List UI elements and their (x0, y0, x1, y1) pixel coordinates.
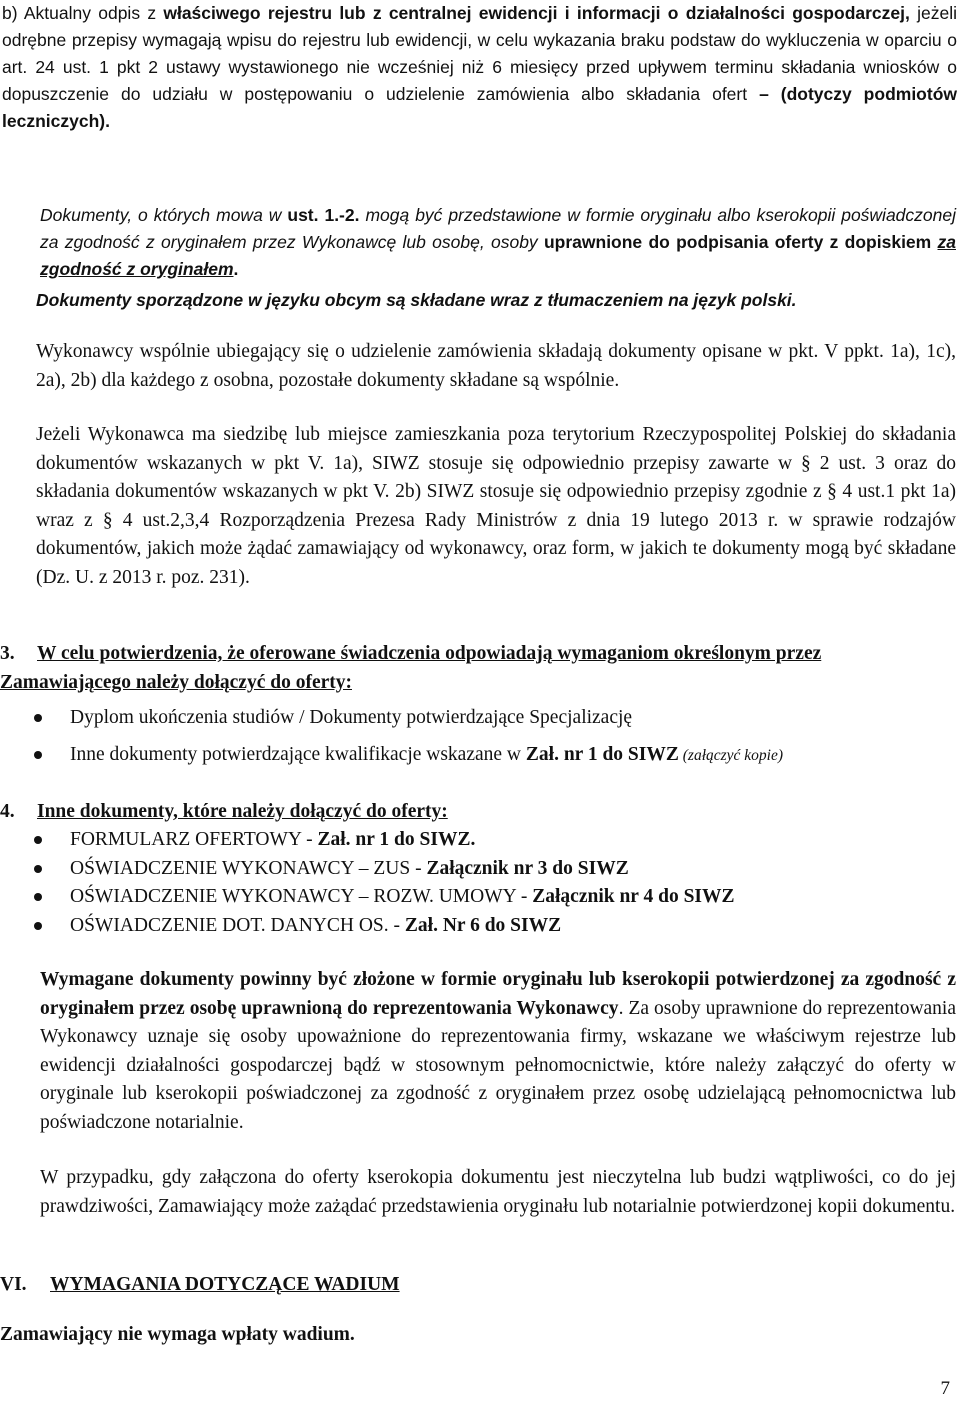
paragraph-joint-contractors: Wykonawcy wspólnie ubiegający się o udzielenie zamówienia składają dokumenty opisane w pkt. V ppkt. 1a), 1c), 2a), 2b) dla każdego z osobna, pozostałe dokumenty składane są wspólnie. (36, 341, 956, 391)
register-scope-note: – (dotyczy podmiotów leczniczych). (2, 84, 957, 131)
list-item-text: Dyplom ukończenia studiów / Dokumenty potwierdzające Specjalizację (70, 707, 633, 728)
list-item-bold: Załącznik nr 4 do SIWZ (532, 886, 735, 907)
page-number: 7 (940, 1378, 950, 1399)
list-item (32, 704, 952, 733)
register-emphasis: właściwego rejestru lub z centralnej ewidencji i informacji o działalności gospodarczej, (163, 3, 910, 23)
item-prefix: b) Aktualny odpis z (2, 3, 164, 23)
copies-annotation: za zgodność z oryginałem (40, 232, 956, 279)
section-3-number: 3. (0, 643, 15, 664)
paragraph-wadium: Zamawiający nie wymaga wpłaty wadium. (0, 1324, 355, 1345)
required-docs-emphasis: Wymagane dokumenty powinny być złożone w formie oryginału lub kserokopii potwierdzonej za zgodność z oryginałem przez osobę uprawnioną do reprezentowania Wykonawcy (40, 969, 956, 1019)
list-item-bold: Załącznik nr 3 do SIWZ (426, 857, 629, 879)
list-item (32, 912, 952, 941)
list-item-text: OŚWIADCZENIE DOT. DANYCH OS. - (70, 914, 405, 936)
list-item (32, 855, 952, 884)
list-item-text: FORMULARZ OFERTOWY - (70, 829, 318, 850)
section-vi-number: VI. (0, 1274, 27, 1295)
section-4-list (32, 826, 952, 940)
section-4-number: 4. (0, 801, 15, 822)
list-item-bold: Zał. nr 1 do SIWZ. (317, 829, 476, 850)
copies-end: . (233, 259, 239, 279)
list-item (32, 741, 952, 771)
section-vi-heading (0, 1271, 956, 1300)
list-item-bold: Zał. nr 1 do SIWZ (525, 743, 679, 765)
paragraph-foreign-seat: Jeżeli Wykonawca ma siedzibę lub miejsce zamieszkania poza terytorium Rzeczypospolitej Polskiej do składania dokumentów wskazanych w pkt V. 1a), SIWZ stosuje się odpowiednio przepisy zawarte w § 2 ust. 3 oraz do składania dokumentów wskazanych w pkt V. 2b) SIWZ stosuje się odpowiednio przepisy zgodnie z § 4 ust.1 pkt 1a) wraz z § 4 ust.2,3,4 Rozporządzenia Prezesa Rady Ministrów z dnia 19 lutego 2013 r. w sprawie rodzajów dokumentów, jakich może żądać zamawiający od wykonawcy, oraz form, w jakich te dokumenty mogą być składane (Dz. U. z 2013 r. poz. 231). (36, 424, 956, 588)
section-3-title: W celu potwierdzenia, że oferowane świadczenia odpowiadają wymaganiom określonym przez Zamawiającego należy dołączyć do oferty: (0, 643, 822, 693)
section-vi-title: WYMAGANIA DOTYCZĄCE WADIUM (50, 1274, 400, 1295)
copies-signatories: uprawnione do podpisania oferty z dopiskiem (537, 232, 938, 252)
list-item (32, 883, 952, 912)
copies-reference: ust. 1.-2. (287, 205, 366, 225)
copies-intro: Dokumenty, o których mowa w (40, 205, 288, 225)
list-item (32, 826, 952, 855)
section-4-heading (0, 798, 956, 827)
section-3-heading (0, 640, 956, 697)
required-docs-body: . Za osoby uprawnione do reprezentowania Wykonawcy uznaje się osoby upoważnione do reprezentowania firmy, wskazane we właściwym rejestrze lub ewidencji działalności gospodarczej bądź w stosownym pełnomocnictwie, które należy załączyć do oferty w oryginale lub kserokopii poświadczonej za zgodność z oryginałem przez osobę udzielającą pełnomocnictwa lub poświadczone notarialnie. (40, 997, 957, 1133)
list-item-text: Inne dokumenty potwierdzające kwalifikacje wskazane w (70, 743, 526, 765)
paragraph-illegible-copies: W przypadku, gdy załączona do oferty kserokopia dokumentu jest nieczytelna lub budzi wątpliwości, co do jej prawdziwości, Zamawiający może zażądać przedstawienia oryginału lub notarialnie potwierdzonej kopii dokumentu. (40, 1167, 956, 1217)
register-body: jeżeli odrębne przepisy wymagają wpisu do rejestru lub ewidencji, w celu wykazania braku podstaw do wykluczenia w oparciu o art. 24 ust. 1 pkt 2 ustawy wystawionego nie wcześniej niż 6 miesięcy przed upływem terminu składania wniosków o dopuszczenie do udziału w postępowaniu o udzielenie zamówienia albo składania ofert (2, 3, 958, 104)
section-4-title: Inne dokumenty, które należy dołączyć do oferty: (37, 801, 448, 822)
list-item-bold: Zał. Nr 6 do SIWZ (404, 914, 562, 936)
paragraph-copies-certification (40, 202, 956, 283)
paragraph-required-documents (40, 966, 956, 1137)
list-item-note: (załączyć kopie) (678, 746, 784, 764)
copies-body: mogą być przedstawione w formie oryginału albo kserokopii poświadczonej za zgodność z oryginałem przez Wykonawcę lub osobę, osoby (40, 205, 956, 252)
list-item-text: OŚWIADCZENIE WYKONAWCY – ZUS - (70, 857, 427, 879)
paragraph-current-register-extract (2, 0, 957, 135)
paragraph-foreign-language: Dokumenty sporządzone w języku obcym są składane wraz z tłumaczeniem na język polski. (36, 290, 797, 310)
list-item-text: OŚWIADCZENIE WYKONAWCY – ROZW. UMOWY - (70, 886, 533, 907)
section-3-list (32, 704, 952, 770)
